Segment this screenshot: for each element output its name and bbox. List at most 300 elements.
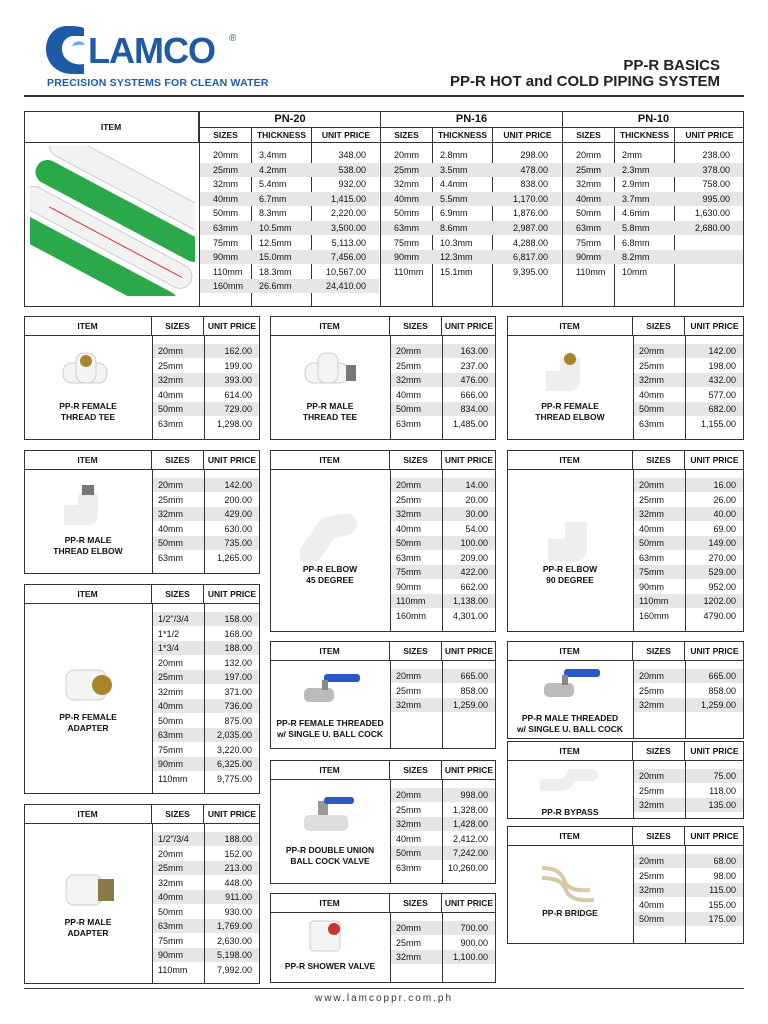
pipe-thickness: 10mm (622, 266, 648, 277)
fitting-price-header: UNIT PRICE (442, 316, 496, 336)
fitting-size: 50mm (158, 404, 184, 414)
pipe-group-title: PN-16 (380, 111, 562, 128)
pipe-col-header: SIZES (380, 128, 432, 143)
fitting-size: 40mm (639, 523, 665, 534)
pipe-size: 63mm (213, 223, 239, 233)
mtee-fitting-icon (300, 351, 360, 399)
fitting-price: 858.00 (708, 685, 736, 696)
fitting-size: 32mm (396, 819, 422, 829)
pipe-col-header: SIZES (199, 128, 251, 143)
pipe-thickness: 3.4mm (259, 150, 287, 160)
fitting-size: 32mm (639, 509, 665, 519)
pipe-size: 40mm (394, 193, 420, 204)
pipe-size: 160mm (213, 281, 244, 292)
fitting-size: 110mm (158, 773, 188, 784)
fitting-size: 110mm (639, 596, 669, 606)
valve-fitting-icon (540, 663, 600, 711)
fitting-item-header: ITEM (270, 450, 390, 470)
fitting-name: PP-R BYPASS (541, 807, 599, 817)
fitting-size: 25mm (396, 494, 422, 505)
fitting-price: 142.00 (224, 480, 252, 490)
pipe-thickness: 4.4mm (440, 179, 468, 190)
fitting-price: 100.00 (460, 538, 488, 548)
fitting-price: 1202.00 (703, 596, 736, 606)
fitting-name: PP-R MALE THREADED w/ SINGLE U. BALL COCK (516, 713, 624, 734)
fitting-image (540, 757, 600, 805)
fitting-image (300, 911, 360, 959)
fitting-price: 152.00 (224, 848, 252, 859)
fitting-size: 110mm (158, 964, 188, 975)
fitting-size: 40mm (396, 389, 422, 400)
fitting-price: 614.00 (224, 389, 252, 400)
page-title: PP-R BASICS (623, 57, 720, 74)
fitting-price: 1,138.00 (452, 596, 488, 606)
fitting-price-header: UNIT PRICE (685, 450, 744, 470)
fitting-size: 50mm (639, 538, 665, 548)
fitting-item-header: ITEM (270, 316, 390, 336)
fitting-sizes-header: SIZES (390, 316, 442, 336)
pipe-price: 3,500.00 (330, 223, 366, 233)
fitting-size: 25mm (639, 685, 665, 696)
pipe-price: 932.00 (338, 179, 366, 190)
pipe-price: 5,113.00 (331, 237, 366, 248)
shower-fitting-icon (300, 911, 360, 959)
pipe-thickness: 3.7mm (622, 193, 650, 204)
fitting-size: 32mm (639, 700, 665, 710)
pipe-thickness: 2mm (622, 150, 642, 160)
fitting-price: 2,035.00 (216, 730, 252, 740)
fitting-size: 63mm (639, 552, 665, 563)
registered-mark: ® (229, 33, 237, 44)
fitting-size: 32mm (639, 800, 665, 810)
pipe-price: 538.00 (338, 164, 366, 175)
fitting-item-header: ITEM (24, 316, 152, 336)
pipe-thickness: 2.3mm (622, 164, 650, 175)
fitting-item-header: ITEM (24, 450, 152, 470)
pipe-size: 110mm (213, 266, 243, 277)
fitting-image (540, 351, 600, 399)
fitting-name: PP-R MALE ADAPTER (64, 917, 112, 938)
fitting-price: 4,301.00 (452, 610, 488, 621)
fitting-size: 25mm (158, 494, 184, 505)
fitting-size: 20mm (158, 848, 184, 859)
tee-fitting-icon (58, 351, 118, 399)
pipe-size: 20mm (576, 150, 602, 160)
pipe-thickness: 4.2mm (259, 164, 287, 175)
pipe-size: 32mm (576, 179, 602, 190)
pipe-thickness: 6.8mm (622, 237, 650, 248)
fitting-size: 20mm (396, 790, 422, 800)
fitting-size: 32mm (396, 509, 422, 519)
pipe-size: 40mm (576, 193, 602, 204)
fitting-price: 198.00 (708, 360, 736, 371)
fitting-image (300, 514, 360, 562)
pipe-thickness: 6.9mm (440, 208, 468, 219)
fitting-sizes-header: SIZES (152, 450, 204, 470)
fitting-price-header: UNIT PRICE (442, 450, 496, 470)
fitting-size: 20mm (158, 480, 184, 490)
fitting-price: 998.00 (460, 790, 488, 800)
fitting-price: 2,630.00 (216, 935, 252, 946)
fitting-size: 1/2"/3/4 (158, 614, 189, 624)
fitting-image (300, 351, 360, 399)
pipe-size: 32mm (213, 179, 239, 190)
pipe-price: 1,170.00 (512, 193, 548, 204)
pipe-size: 50mm (394, 208, 420, 219)
fitting-item-header: ITEM (24, 804, 152, 824)
fitting-price: 168.00 (224, 628, 252, 639)
fitting-price: 149.00 (708, 538, 736, 548)
pipe-size: 25mm (576, 164, 602, 175)
fitting-size: 75mm (158, 744, 184, 755)
fitting-price: 14.00 (465, 480, 488, 490)
fitting-size: 110mm (396, 596, 426, 606)
fitting-name: PP-R MALE THREAD TEE (302, 401, 358, 422)
fitting-price-header: UNIT PRICE (204, 584, 260, 604)
fitting-size: 63mm (396, 862, 422, 873)
fitting-price: 422.00 (460, 567, 488, 577)
pipe-group-title: PN-20 (199, 111, 380, 128)
fitting-price: 9,775.00 (216, 773, 252, 784)
fitting-size: 20mm (639, 480, 665, 490)
fitting-price: 68.00 (713, 856, 736, 866)
brand-tagline: PRECISION SYSTEMS FOR CLEAN WATER (47, 77, 269, 89)
valve-fitting-icon (300, 668, 360, 716)
fitting-price: 175.00 (708, 914, 736, 924)
fitting-size: 1/2"/3/4 (158, 834, 189, 844)
pipe-price: 1,630.00 (694, 208, 730, 219)
fitting-price: 6,325.00 (216, 759, 252, 769)
fadapter-fitting-icon (58, 662, 118, 710)
fitting-price: 429.00 (224, 509, 252, 519)
fitting-name: PP-R FEMALE THREADED w/ SINGLE U. BALL COCK (276, 718, 384, 739)
fitting-size: 50mm (396, 848, 422, 858)
fitting-price: 736.00 (224, 701, 252, 711)
fitting-size: 40mm (396, 833, 422, 844)
fitting-price-header: UNIT PRICE (685, 316, 744, 336)
fitting-price: 666.00 (460, 389, 488, 400)
fitting-price: 662.00 (460, 581, 488, 592)
fitting-price-header: UNIT PRICE (685, 741, 744, 761)
pipe-price (674, 236, 730, 250)
pipe-price: 9,395.00 (512, 266, 548, 277)
fitting-size: 40mm (158, 892, 184, 902)
fitting-price: 1,328.00 (452, 804, 488, 815)
header-divider (24, 95, 744, 97)
pipe-image (30, 146, 195, 296)
fitting-size: 63mm (158, 552, 184, 563)
pipe-size: 90mm (576, 252, 602, 263)
fitting-size: 1*1/2 (158, 628, 180, 639)
elbow-fitting-icon (540, 351, 600, 399)
pipe-size: 50mm (213, 208, 239, 219)
fitting-price: 1,298.00 (216, 418, 252, 429)
fitting-price: 162.00 (224, 346, 252, 356)
pipe-thickness: 5.4mm (259, 179, 287, 190)
fitting-size: 40mm (158, 389, 184, 400)
fitting-price: 197.00 (224, 672, 252, 682)
brand-name: LAMCO (88, 30, 215, 71)
fitting-image (58, 662, 118, 710)
pipe-price: 7,456.00 (330, 252, 366, 263)
pipe-price: 838.00 (520, 179, 548, 190)
pipe-price: 298.00 (520, 150, 548, 160)
fitting-price: 952.00 (708, 581, 736, 592)
fitting-size: 25mm (396, 360, 422, 371)
fitting-price: 393.00 (224, 375, 252, 385)
fitting-size: 32mm (396, 375, 422, 385)
fitting-price: 630.00 (224, 523, 252, 534)
fitting-price-header: UNIT PRICE (442, 760, 496, 780)
pipe-thickness: 2.8mm (440, 150, 468, 160)
fitting-price: 16.00 (713, 480, 736, 490)
fitting-size: 25mm (396, 937, 422, 948)
fitting-size: 20mm (639, 346, 665, 356)
pipe-price: 348.00 (338, 150, 366, 160)
pipe-thickness: 10.5mm (259, 223, 292, 233)
pipe-size: 25mm (213, 164, 239, 175)
pipe-size: 32mm (394, 179, 420, 190)
fitting-size: 20mm (396, 346, 422, 356)
fitting-size: 25mm (639, 870, 665, 881)
fitting-price: 10,260.00 (447, 862, 488, 873)
melbow-fitting-icon (58, 485, 118, 533)
fitting-name: PP-R ELBOW 45 DEGREE (302, 564, 358, 585)
fitting-item-header: ITEM (507, 741, 633, 761)
fitting-image (540, 514, 600, 562)
fitting-price: 3,220.00 (216, 744, 252, 755)
fitting-price: 188.00 (224, 834, 252, 844)
fitting-size: 32mm (396, 700, 422, 710)
fitting-size: 20mm (396, 923, 422, 933)
pipe-group-title: PN-10 (562, 111, 744, 128)
dvalve-fitting-icon (300, 795, 360, 843)
fitting-price: 155.00 (708, 899, 736, 910)
fitting-price-header: UNIT PRICE (204, 450, 260, 470)
fitting-size: 160mm (396, 610, 427, 621)
fitting-image (540, 663, 600, 711)
fitting-size: 20mm (639, 856, 665, 866)
fitting-sizes-header: SIZES (633, 741, 685, 761)
fitting-price: 900.00 (460, 937, 488, 948)
fitting-price: 199.00 (224, 360, 252, 371)
fitting-size: 32mm (396, 952, 422, 962)
fitting-size: 50mm (639, 914, 665, 924)
pipe-thickness: 4.6mm (622, 208, 650, 219)
fitting-price: 735.00 (224, 538, 252, 548)
fitting-price: 98.00 (713, 870, 736, 881)
fitting-image (300, 668, 360, 716)
ppr-pipe-icon (30, 146, 195, 296)
pipe-col-header: THICKNESS (251, 128, 311, 143)
pipe-size: 110mm (576, 266, 606, 277)
pipe-thickness: 2.9mm (622, 179, 650, 190)
fitting-price: 54.00 (465, 523, 488, 534)
fitting-price: 69.00 (713, 523, 736, 534)
fitting-size: 50mm (639, 404, 665, 414)
fitting-sizes-header: SIZES (633, 316, 685, 336)
fitting-price: 700.00 (460, 923, 488, 933)
fitting-price: 118.00 (709, 785, 736, 796)
fitting-item-header: ITEM (270, 760, 390, 780)
fitting-item-header: ITEM (24, 584, 152, 604)
fitting-name: PP-R FEMALE ADAPTER (59, 712, 117, 733)
fitting-price: 75.00 (713, 771, 736, 781)
pipe-col-header: SIZES (562, 128, 614, 143)
pipe-price: 478.00 (520, 164, 548, 175)
fitting-price: 115.00 (709, 885, 736, 895)
fitting-price-header: UNIT PRICE (685, 826, 744, 846)
fitting-name: PP-R SHOWER VALVE (284, 961, 376, 971)
fitting-sizes-header: SIZES (152, 584, 204, 604)
fitting-size: 90mm (158, 759, 184, 769)
fitting-price-header: UNIT PRICE (204, 316, 260, 336)
fitting-size: 20mm (639, 671, 665, 681)
pipe-thickness: 15.0mm (259, 252, 292, 263)
fitting-price-header: UNIT PRICE (442, 893, 496, 913)
fitting-sizes-header: SIZES (390, 893, 442, 913)
fitting-size: 20mm (158, 657, 184, 668)
fitting-size: 90mm (396, 581, 422, 592)
fitting-name: PP-R DOUBLE UNION BALL COCK VALVE (285, 845, 375, 866)
fitting-price: 237.00 (460, 360, 488, 371)
pipe-size: 63mm (394, 223, 420, 233)
fitting-item-header: ITEM (507, 450, 633, 470)
fitting-image (300, 795, 360, 843)
fitting-size: 25mm (639, 360, 665, 371)
fitting-size: 32mm (158, 877, 184, 888)
fitting-price: 132.00 (224, 657, 252, 668)
pipe-thickness: 8.3mm (259, 208, 287, 219)
pipe-size: 20mm (213, 150, 239, 160)
fitting-name: PP-R ELBOW 90 DEGREE (542, 564, 598, 585)
fitting-price-header: UNIT PRICE (204, 804, 260, 824)
fitting-price: 270.00 (708, 552, 736, 563)
madapter-fitting-icon (58, 867, 118, 915)
fitting-price: 476.00 (460, 375, 488, 385)
fitting-price: 448.00 (224, 877, 252, 888)
fitting-size: 20mm (396, 671, 422, 681)
fitting-sizes-header: SIZES (390, 641, 442, 661)
fitting-price: 1,259.00 (452, 700, 488, 710)
fitting-price: 1,259.00 (700, 700, 736, 710)
pipe-price: 378.00 (702, 164, 730, 175)
fitting-name: PP-R FEMALE THREAD ELBOW (535, 401, 605, 422)
fitting-size: 32mm (158, 686, 184, 697)
fitting-price: 1,485.00 (452, 418, 488, 429)
pipe-price: 995.00 (702, 193, 730, 204)
fitting-sizes-header: SIZES (152, 804, 204, 824)
pipe-thickness: 18.3mm (259, 266, 292, 277)
fitting-size: 40mm (639, 389, 665, 400)
fitting-image (58, 485, 118, 533)
fitting-size: 50mm (396, 404, 422, 414)
pipe-size: 75mm (213, 237, 239, 248)
fitting-sizes-header: SIZES (390, 450, 442, 470)
pipe-size: 75mm (576, 237, 602, 248)
fitting-size: 40mm (158, 701, 184, 711)
pipe-price: 4,288.00 (512, 237, 548, 248)
fitting-size: 40mm (396, 523, 422, 534)
fitting-price: 665.00 (460, 671, 488, 681)
pipe-size: 75mm (394, 237, 420, 248)
fitting-price: 20.00 (465, 494, 488, 505)
pipe-thickness: 15.1mm (440, 266, 473, 277)
fitting-price: 30.00 (465, 509, 488, 519)
fitting-price: 163.00 (460, 346, 488, 356)
pipe-thickness: 10.3mm (440, 237, 473, 248)
fitting-price: 432.00 (708, 375, 736, 385)
pipe-price: 24,410.00 (325, 281, 366, 292)
pipe-price: 2,987.00 (512, 223, 548, 233)
fitting-size: 63mm (396, 418, 422, 429)
pipe-size: 25mm (394, 164, 420, 175)
pipe-price (674, 265, 730, 279)
fitting-price: 577.00 (708, 389, 736, 400)
fitting-price-header: UNIT PRICE (685, 641, 744, 661)
fitting-size: 160mm (639, 610, 670, 621)
fitting-size: 90mm (158, 950, 184, 960)
fitting-size: 63mm (158, 418, 184, 429)
bridge-fitting-icon (540, 858, 600, 906)
fitting-name: PP-R BRIDGE (542, 908, 598, 918)
fitting-size: 1*3/4 (158, 643, 180, 653)
fitting-size: 25mm (396, 804, 422, 815)
pipe-size: 63mm (576, 223, 602, 233)
fitting-sizes-header: SIZES (633, 641, 685, 661)
fitting-image (58, 867, 118, 915)
pipe-col-header: UNIT PRICE (311, 128, 380, 143)
pipe-price: 2,220.00 (330, 208, 366, 219)
fitting-size: 32mm (158, 375, 184, 385)
fitting-item-header: ITEM (507, 826, 633, 846)
fitting-size: 63mm (158, 921, 184, 931)
fitting-sizes-header: SIZES (152, 316, 204, 336)
fitting-price: 26.00 (713, 494, 736, 505)
fitting-size: 20mm (158, 346, 184, 356)
pipe-item-header: ITEM (24, 111, 199, 143)
fitting-price: 1,155.00 (700, 418, 736, 429)
pipe-thickness: 8.2mm (622, 252, 650, 263)
footer-website: www.lamcoppr.com.ph (314, 993, 454, 1004)
fitting-price: 200.00 (224, 494, 252, 505)
pipe-col-header: THICKNESS (432, 128, 492, 143)
fitting-price: 529.00 (708, 567, 736, 577)
fitting-item-header: ITEM (270, 893, 390, 913)
pipe-thickness: 5.8mm (622, 223, 650, 233)
fitting-size: 63mm (396, 552, 422, 563)
pipe-price: 238.00 (702, 150, 730, 160)
pipe-size: 90mm (394, 252, 420, 263)
fitting-size: 63mm (158, 730, 184, 740)
fitting-size: 25mm (158, 863, 184, 873)
page-subtitle: PP-R HOT and COLD PIPING SYSTEM (449, 73, 720, 90)
fitting-price: 858.00 (460, 685, 488, 696)
fitting-price: 40.00 (713, 509, 736, 519)
fitting-image (58, 351, 118, 399)
fitting-price: 7,992.00 (216, 964, 252, 975)
fitting-price: 209.00 (460, 552, 488, 563)
fitting-size: 25mm (158, 672, 184, 682)
fitting-name: PP-R FEMALE THREAD TEE (59, 401, 117, 422)
pipe-col-header: UNIT PRICE (492, 128, 562, 143)
fitting-price: 1,265.00 (216, 552, 252, 563)
pipe-price (674, 250, 730, 264)
pipe-thickness: 26.6mm (259, 281, 292, 292)
fitting-size: 25mm (158, 360, 184, 371)
pipe-size: 20mm (394, 150, 420, 160)
fitting-price: 5,198.00 (216, 950, 252, 960)
